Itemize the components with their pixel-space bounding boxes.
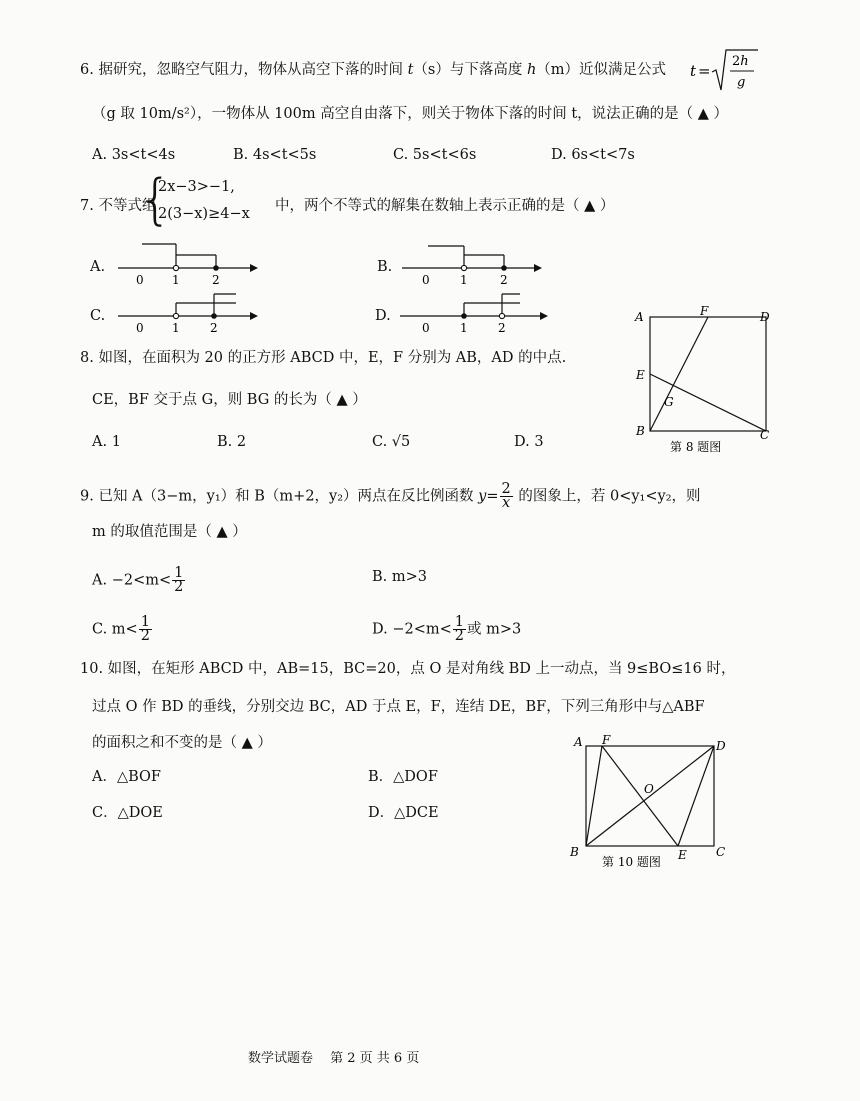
svg-text:2: 2 xyxy=(498,321,506,335)
svg-text:t: t xyxy=(690,62,697,80)
fig10-point-c: C xyxy=(716,845,726,859)
q7-option-c-label: C. xyxy=(90,308,106,324)
fig8-point-c: C xyxy=(760,428,770,442)
fig8-point-b: B xyxy=(636,424,645,438)
q8-option-b: B. 2 xyxy=(217,434,247,450)
q10-line3: 的面积之和不变的是（ ▲ ） xyxy=(92,735,272,751)
q6-formula xyxy=(690,46,760,100)
svg-text:g: g xyxy=(737,75,746,90)
figure-10 xyxy=(566,732,736,881)
q10-option-a: A．△BOF xyxy=(92,769,161,785)
q10-line1: 10. 如图，在矩形 ABCD 中，AB=15，BC=20，点 O 是对角线 BD 上一动点，当 9≤BO≤16 时， xyxy=(80,661,736,677)
fig8-point-f: F xyxy=(700,305,709,318)
q6-line1: 6. 据研究，忽略空气阻力，物体从高空下落的时间 t（s）与下落高度 h（m）近似满足公式 xyxy=(80,62,667,78)
svg-text:0: 0 xyxy=(136,273,144,287)
fig8-point-e: E xyxy=(636,368,645,382)
q6-option-a: A. 3s<t<4s xyxy=(92,147,176,163)
q9-option-c: C. m< $\frac{1}{2}$ xyxy=(92,614,150,644)
fig8-point-d: D xyxy=(760,310,770,324)
q6-line2: （g 取 10m/s²），一物体从 100m 高空自由落下，则关于物体下落的时间 t，说法正确的是（ ▲ ） xyxy=(92,106,729,122)
svg-text:=: = xyxy=(698,62,711,80)
fig10-point-o: O xyxy=(644,782,654,796)
q10-line2: 过点 O 作 BD 的垂线，分别交边 BC，AD 于点 E，F，连结 DE，BF，下列三角形中与△ABF xyxy=(92,699,705,715)
svg-text:1: 1 xyxy=(172,321,180,335)
q8-line2: CE，BF 交于点 G，则 BG 的长为（ ▲ ） xyxy=(92,392,367,408)
svg-text:1: 1 xyxy=(172,273,180,287)
q10-option-c: C．△DOE xyxy=(92,805,163,821)
q7-eq1: 2x−3>−1, xyxy=(158,179,235,195)
q8-option-d: D. 3 xyxy=(514,434,544,450)
fig10-point-b: B xyxy=(570,845,579,859)
svg-text:1: 1 xyxy=(460,273,468,287)
q10-option-d: D．△DCE xyxy=(368,805,439,821)
fig10-caption: 第 10 题图 xyxy=(602,855,661,869)
svg-text:2: 2 xyxy=(210,321,218,335)
brace-icon: { xyxy=(138,168,173,231)
fig10-point-d: D xyxy=(716,739,726,753)
q9-option-a: A. −2<m< $\frac{1}{2}$ xyxy=(92,565,184,595)
q7-eq2: 2(3−x)≥4−x xyxy=(158,206,250,222)
svg-text:0: 0 xyxy=(422,273,430,287)
svg-text:0: 0 xyxy=(136,321,144,335)
q7-numberline-d xyxy=(400,290,550,342)
q8-option-a: A. 1 xyxy=(92,434,121,450)
q7-numberline-c xyxy=(118,290,258,342)
svg-text:0: 0 xyxy=(422,321,430,335)
svg-text:2: 2 xyxy=(212,273,220,287)
q7-option-d-label: D. xyxy=(375,308,391,324)
fig10-point-f: F xyxy=(602,733,611,747)
fig8-point-g: G xyxy=(664,395,674,409)
q9-line1: 9. 已知 A（3−m，y₁）和 B（m+2，y₂）两点在反比例函数 y= $\frac{2}{x}$ 的图象上，若 0<y₁<y₂，则 xyxy=(80,481,701,511)
svg-text:2h: 2h xyxy=(732,54,749,69)
q10-option-b: B．△DOF xyxy=(368,769,438,785)
q7-option-b-label: B. xyxy=(377,259,393,275)
q9-line2: m 的取值范围是（ ▲ ） xyxy=(92,524,247,540)
page-footer: 数学试题卷 第 2 页 共 6 页 xyxy=(248,1051,420,1066)
svg-text:1: 1 xyxy=(460,321,468,335)
fig10-point-a: A xyxy=(574,735,583,749)
q9-fraction: $\frac{2}{x}$ xyxy=(501,481,511,511)
q8-option-c: C. √5 xyxy=(372,434,411,450)
svg-text:2: 2 xyxy=(500,273,508,287)
fig10-point-e: E xyxy=(678,848,687,862)
q7-option-a-label: A. xyxy=(90,259,106,275)
q6-option-c: C. 5s<t<6s xyxy=(393,147,477,163)
fig8-point-a: A xyxy=(635,310,644,324)
q7-numberline-b xyxy=(402,240,542,292)
q9-option-b: B. m>3 xyxy=(372,569,427,585)
q9-option-d: D. −2<m< $\frac{1}{2}$ 或 m>3 xyxy=(372,614,522,644)
fig8-caption: 第 8 题图 xyxy=(670,440,722,454)
q7-label: 7. 不等式组 xyxy=(80,198,157,214)
q6-option-d: D. 6s<t<7s xyxy=(551,147,635,163)
q8-line1: 8. 如图，在面积为 20 的正方形 ABCD 中，E，F 分别为 AB，AD 的中点. xyxy=(80,350,567,366)
figure-8 xyxy=(630,305,780,464)
q7-numberline-a xyxy=(118,240,258,292)
q6-option-b: B. 4s<t<5s xyxy=(233,147,317,163)
q7-inequality-system xyxy=(138,168,298,232)
q7-text: 中，两个不等式的解集在数轴上表示正确的是（ ▲ ） xyxy=(275,198,615,214)
